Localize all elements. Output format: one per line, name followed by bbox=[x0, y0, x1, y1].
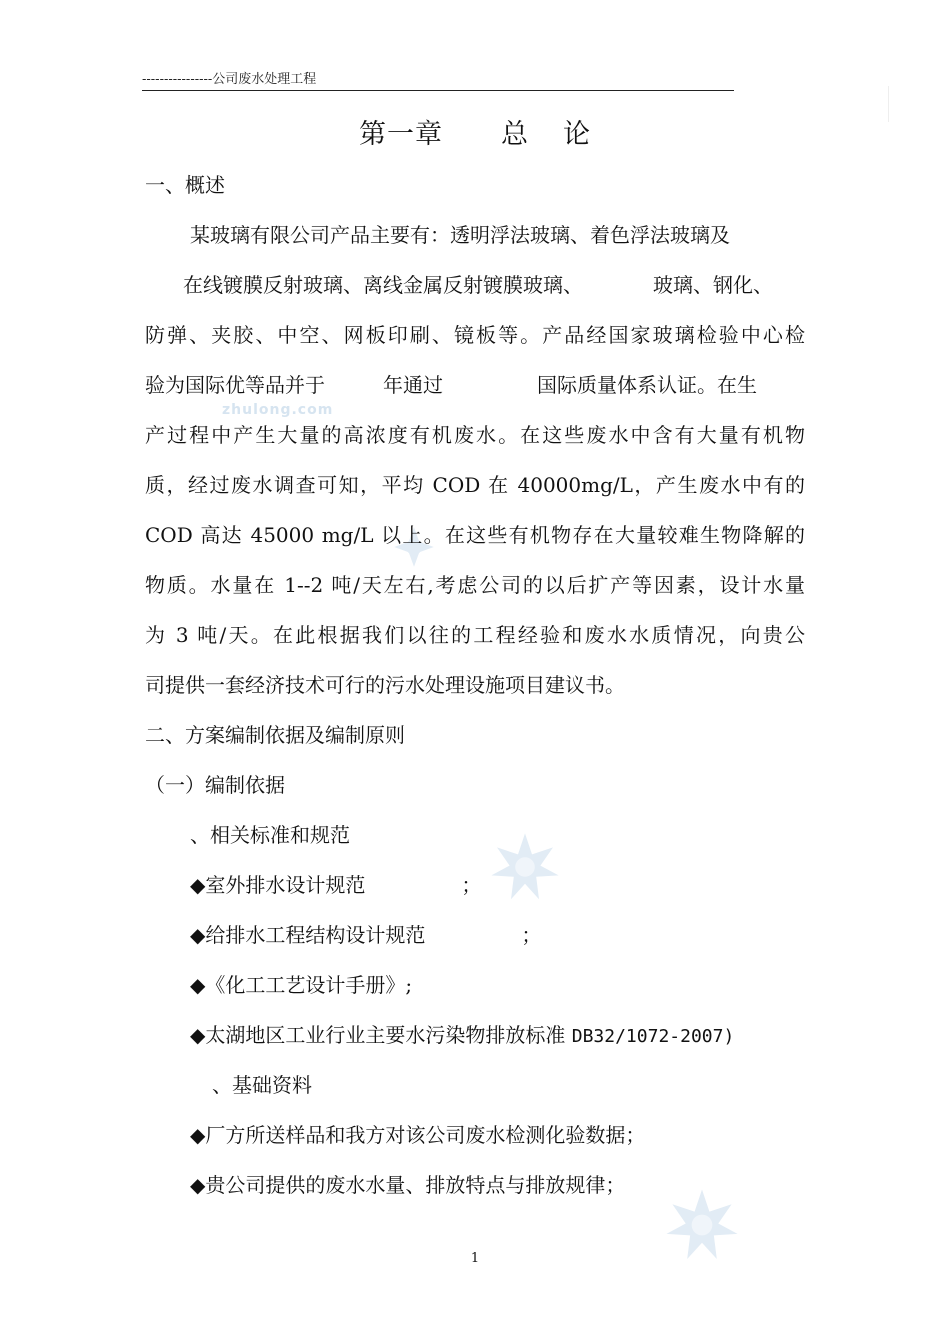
paragraph-line: 为 3 吨/天。在此根据我们以往的工程经验和废水水质情况，向贵公 bbox=[145, 623, 805, 647]
paragraph-line: 在线镀膜反射玻璃、离线金属反射镀膜玻璃、 玻璃、钢化、 bbox=[183, 273, 773, 297]
list-item: ◆室外排水设计规范 ； bbox=[190, 873, 482, 897]
paragraph-line: COD 高达 45000 mg/L 以上。在这些有机物存在大量较难生物降解的 bbox=[145, 523, 805, 547]
paragraph-line: 物质。水量在 1--2 吨/天左右,考虑公司的以后扩产等因素，设计水量 bbox=[145, 573, 805, 597]
chapter-title-char-1: 总 bbox=[501, 119, 529, 150]
list-item: ◆厂方所送样品和我方对该公司废水检测化验数据； bbox=[190, 1123, 646, 1147]
item-heading: 、相关标准和规范 bbox=[190, 823, 350, 847]
paragraph-line: 司提供一套经济技术可行的污水处理设施项目建议书。 bbox=[145, 673, 625, 697]
subsection-heading: （一）编制依据 bbox=[145, 773, 285, 797]
list-item: ◆太湖地区工业行业主要水污染物排放标准 DB32/1072-2007) bbox=[190, 1023, 735, 1047]
section-heading-basis: 二、方案编制依据及编制原则 bbox=[145, 723, 405, 747]
paragraph-line: 防弹、夹胶、中空、网板印刷、镜板等。产品经国家玻璃检验中心检 bbox=[145, 323, 805, 347]
list-item: ◆《化工工艺设计手册》; bbox=[190, 973, 413, 997]
list-item: ◆给排水工程结构设计规范 ； bbox=[190, 923, 542, 947]
paragraph-line: 某玻璃有限公司产品主要有：透明浮法玻璃、着色浮法玻璃及 bbox=[190, 223, 730, 247]
paragraph-line: 质，经过废水调查可知，平均 COD 在 40000mg/L，产生废水中有的 bbox=[145, 473, 805, 497]
paragraph-line: 验为国际优等品并于 年通过 国际质量体系认证。在生 bbox=[145, 373, 757, 397]
page-header: ----------------公司废水处理工程 bbox=[142, 72, 734, 91]
section-heading-overview: 一、概述 bbox=[145, 173, 225, 197]
snowflake-logo-icon bbox=[490, 832, 560, 902]
watermark-text: zhulong.com bbox=[222, 402, 334, 418]
page-number: 1 bbox=[470, 1251, 480, 1266]
chapter-number: 第一章 bbox=[359, 119, 443, 150]
chapter-title bbox=[0, 112, 950, 151]
item-heading: 、基础资料 bbox=[212, 1073, 312, 1097]
chapter-title-char-2: 论 bbox=[563, 119, 591, 150]
list-item: ◆贵公司提供的废水水量、排放特点与排放规律； bbox=[190, 1173, 626, 1197]
paragraph-line: 产过程中产生大量的高浓度有机废水。在这些废水中含有大量有机物 bbox=[145, 423, 805, 447]
